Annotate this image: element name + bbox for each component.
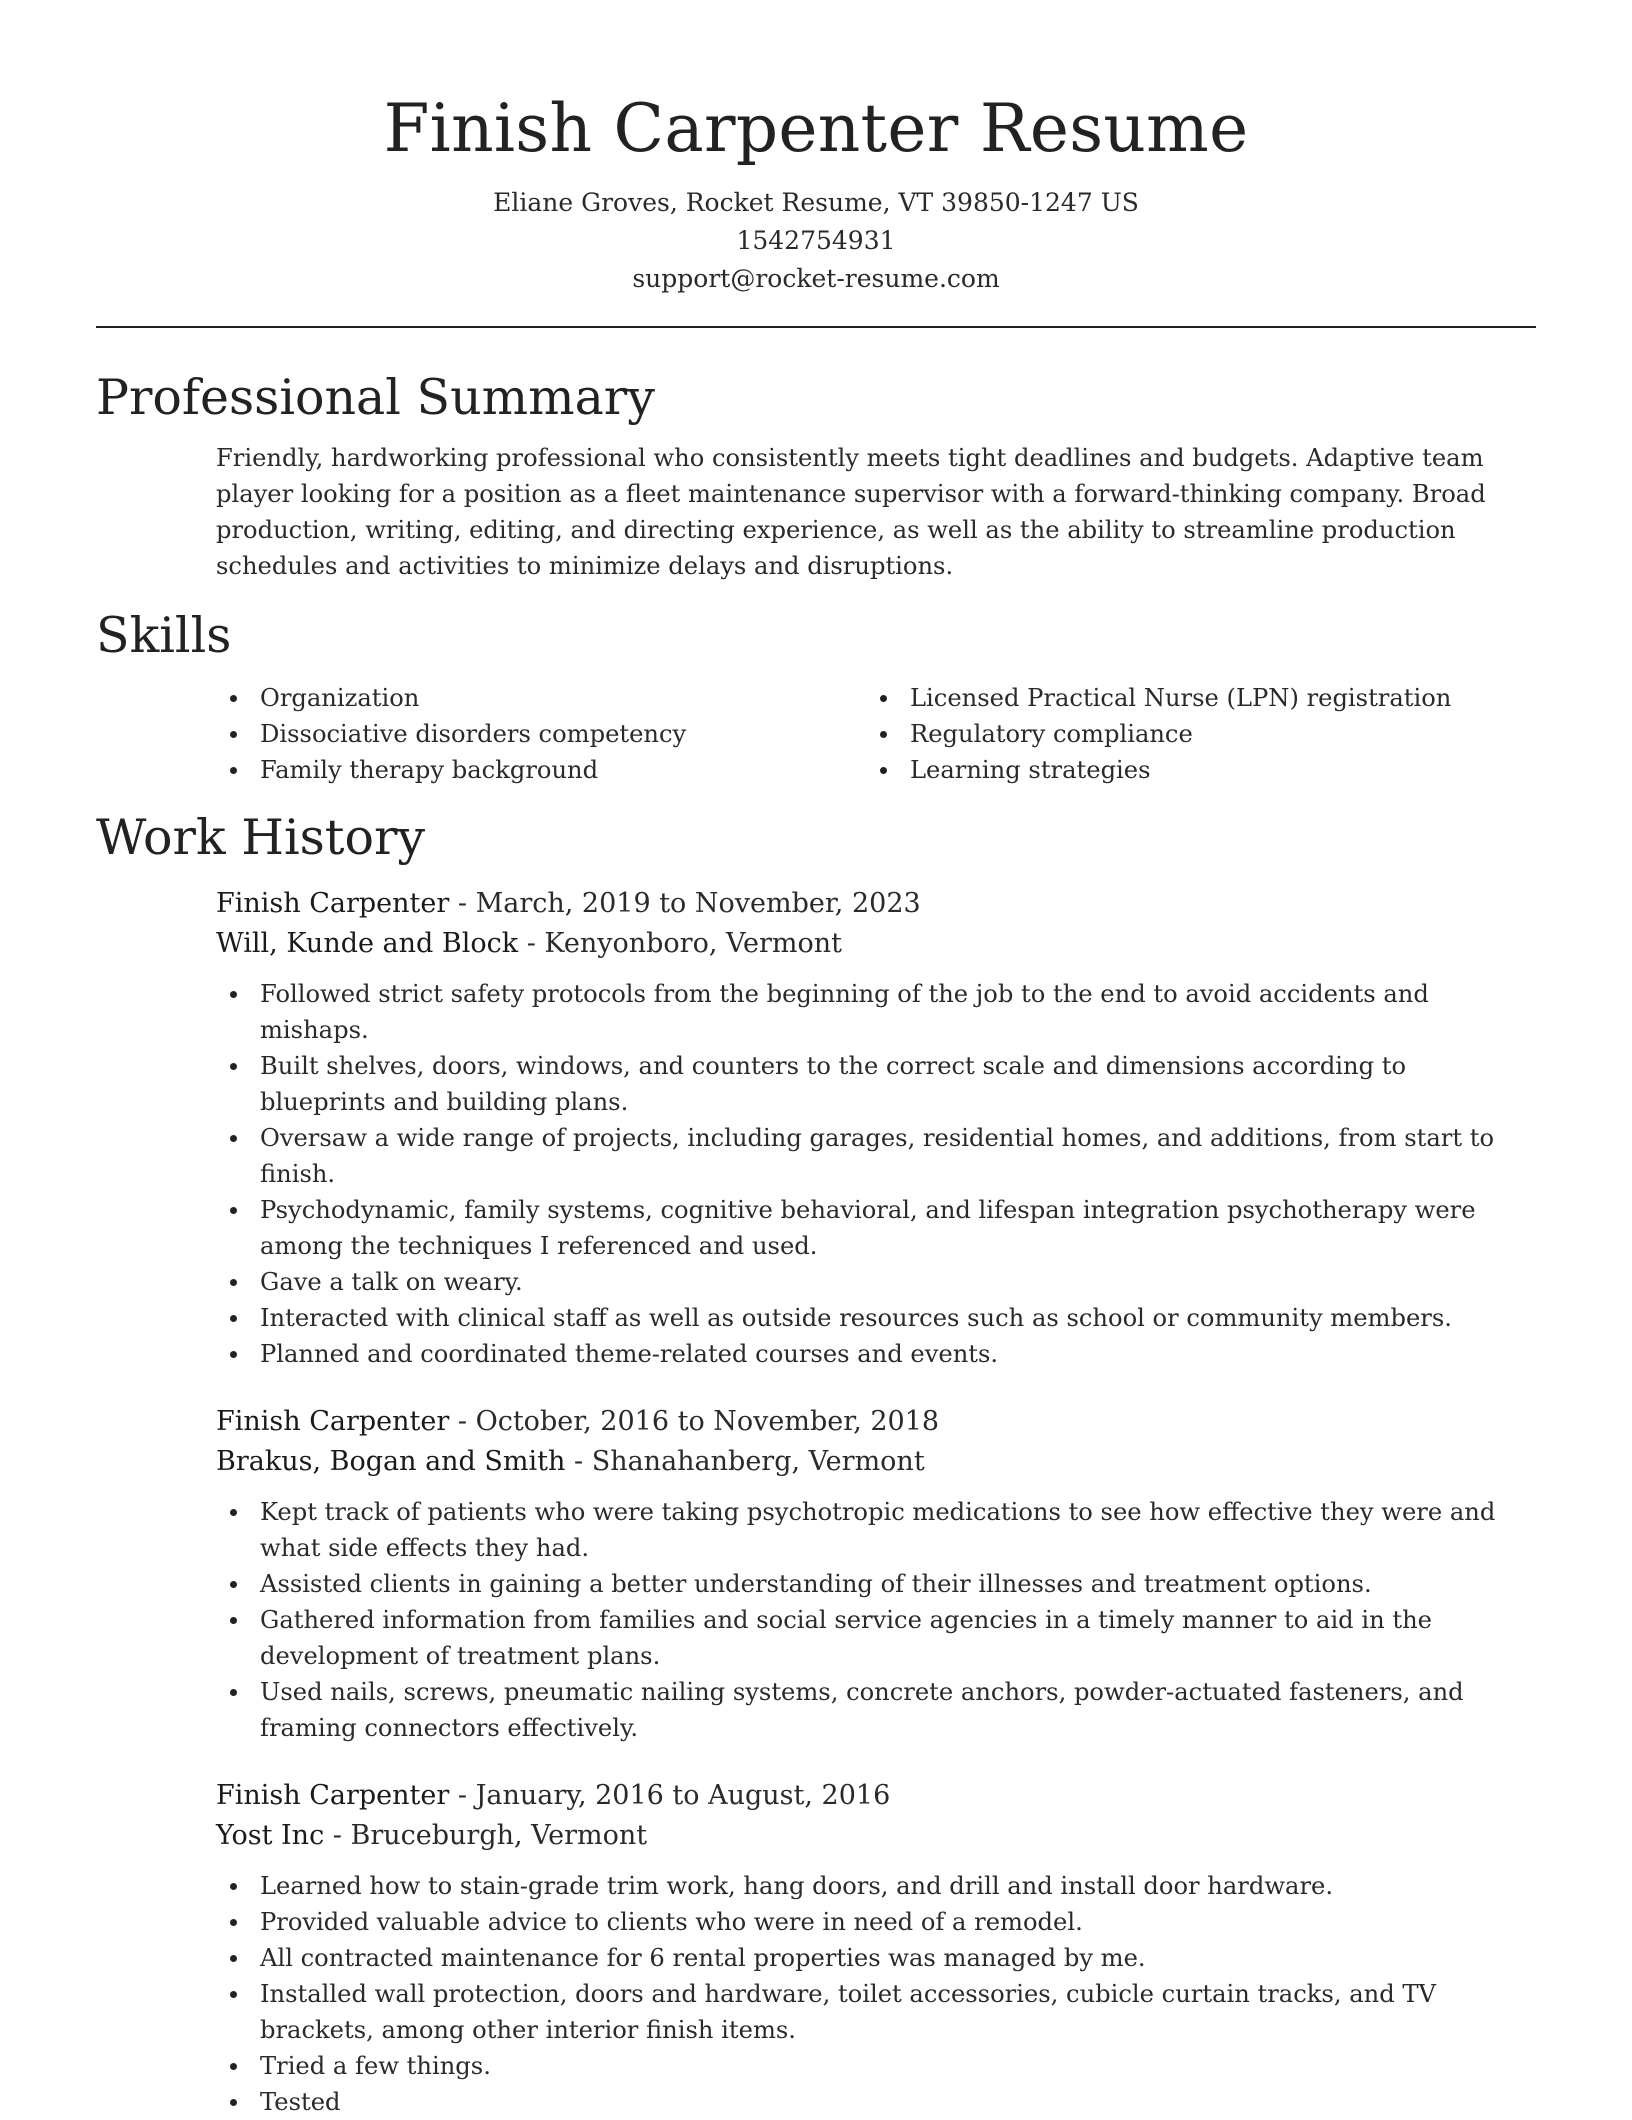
skills-column-left <box>216 680 866 788</box>
job-bullet: Followed strict safety protocols from the beginning of the job to the end to avoid accidents and mishaps. <box>260 976 1536 1048</box>
job-bullet: Oversaw a wide range of projects, including garages, residential homes, and additions, from start to finish. <box>260 1120 1536 1192</box>
skill-item: Licensed Practical Nurse (LPN) registration <box>910 680 1536 716</box>
skill-item: Organization <box>260 680 866 716</box>
job-bullet: Gathered information from families and social service agencies in a timely manner to aid in the development of treatment plans. <box>260 1602 1536 1674</box>
skill-item: Regulatory compliance <box>910 716 1536 752</box>
job-company: Brakus, Bogan and Smith <box>216 1446 566 1477</box>
job-bullet: Provided valuable advice to clients who were in need of a remodel. <box>260 1904 1536 1940</box>
contact-email: support@rocket-resume.com <box>632 264 1000 293</box>
work-history-heading: Work History <box>96 809 426 866</box>
skill-item: Family therapy background <box>260 752 866 788</box>
job-title-line: Finish Carpenter - October, 2016 to November, 2018 <box>216 1406 940 1437</box>
job-bullet: Planned and coordinated theme-related courses and events. <box>260 1336 1536 1372</box>
job-entry <box>216 1402 1536 1746</box>
skill-item: Learning strategies <box>910 752 1536 788</box>
job-bullet: Built shelves, doors, windows, and counters to the correct scale and dimensions according to blueprints and building plans. <box>260 1048 1536 1120</box>
job-bullet: Tried a few things. <box>260 2048 1536 2084</box>
job-location: Kenyonboro, Vermont <box>544 928 843 959</box>
job-company-line: Brakus, Bogan and Smith - Shanahanberg, Vermont <box>216 1446 925 1477</box>
summary-text: Friendly, hardworking professional who consistently meets tight deadlines and budgets. Adaptive team player looking for a position as a fleet maintenance supervisor with a forward-thinking company. Broad production, writing, editing, and directing experience, as well as the ability to streamline production schedules and activities to minimize delays and disruptions. <box>216 444 1486 580</box>
resume-title: Finish Carpenter Resume <box>383 90 1249 167</box>
skills-heading: Skills <box>96 607 232 664</box>
job-company: Yost Inc <box>216 1820 325 1851</box>
job-dates: March, 2019 to November, 2023 <box>475 888 921 919</box>
job-title: Finish Carpenter <box>216 1780 450 1811</box>
job-bullet: Used nails, screws, pneumatic nailing systems, concrete anchors, powder-actuated fasteners, and framing connectors effectively. <box>260 1674 1536 1746</box>
job-bullet: All contracted maintenance for 6 rental properties was managed by me. <box>260 1940 1536 1976</box>
job-dates: October, 2016 to November, 2018 <box>475 1406 940 1437</box>
job-bullet: Kept track of patients who were taking psychotropic medications to see how effective they were and what side effects they had. <box>260 1494 1536 1566</box>
skills-list <box>216 680 1536 788</box>
job-company: Will, Kunde and Block <box>216 928 519 959</box>
job-location: Bruceburgh, Vermont <box>350 1820 648 1851</box>
skills-column-right <box>866 680 1536 788</box>
job-bullet: Learned how to stain-grade trim work, hang doors, and drill and install door hardware. <box>260 1868 1536 1904</box>
resume-page <box>96 0 1536 2120</box>
job-entry <box>216 1776 1536 2120</box>
contact-block <box>96 184 1536 298</box>
job-bullets <box>216 1868 1536 2120</box>
job-title: Finish Carpenter <box>216 888 450 919</box>
job-dates: January, 2016 to August, 2016 <box>475 1780 891 1811</box>
job-company-line: Yost Inc - Bruceburgh, Vermont <box>216 1820 648 1851</box>
job-bullet: Gave a talk on weary. <box>260 1264 1536 1300</box>
job-company-line: Will, Kunde and Block - Kenyonboro, Vermont <box>216 928 843 959</box>
job-bullet: Interacted with clinical staff as well as outside resources such as school or community members. <box>260 1300 1536 1336</box>
summary-heading: Professional Summary <box>96 369 655 426</box>
skill-item: Dissociative disorders competency <box>260 716 866 752</box>
job-title: Finish Carpenter <box>216 1406 450 1437</box>
job-title-line: Finish Carpenter - March, 2019 to November, 2023 <box>216 888 921 919</box>
job-title-line: Finish Carpenter - January, 2016 to August, 2016 <box>216 1780 891 1811</box>
job-entry <box>216 884 1536 1372</box>
job-bullets <box>216 1494 1536 1746</box>
job-bullet: Tested <box>260 2084 1536 2120</box>
contact-phone: 1542754931 <box>736 226 896 255</box>
job-location: Shanahanberg, Vermont <box>591 1446 925 1477</box>
contact-address: Eliane Groves, Rocket Resume, VT 39850-1247 US <box>493 188 1139 217</box>
job-bullet: Installed wall protection, doors and hardware, toilet accessories, cubicle curtain tracks, and TV brackets, among other interior finish items. <box>260 1976 1536 2048</box>
job-bullet: Assisted clients in gaining a better understanding of their illnesses and treatment options. <box>260 1566 1536 1602</box>
job-bullets <box>216 976 1536 1372</box>
job-bullet: Psychodynamic, family systems, cognitive behavioral, and lifespan integration psychotherapy were among the techniques I referenced and used. <box>260 1192 1536 1264</box>
header-divider <box>96 326 1536 328</box>
